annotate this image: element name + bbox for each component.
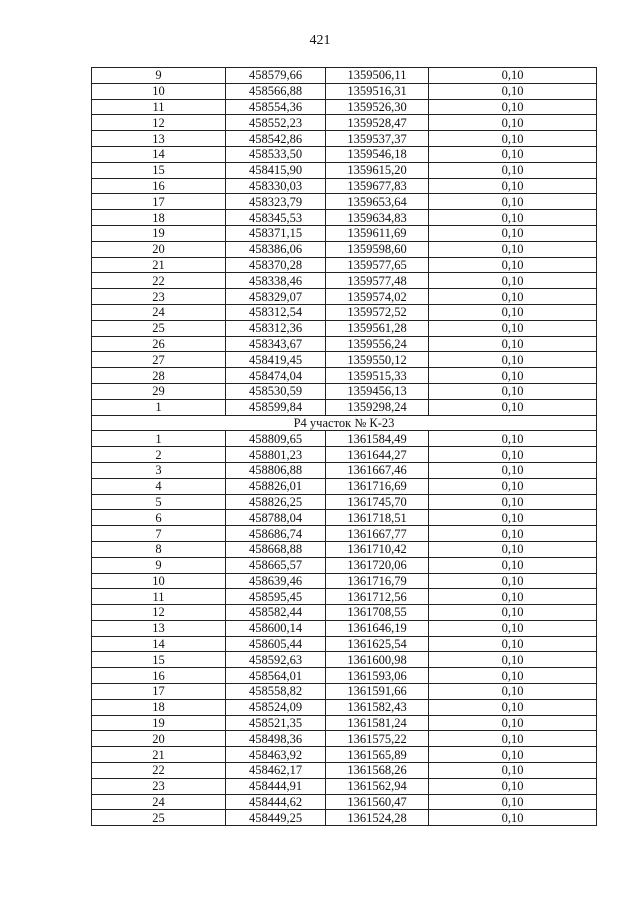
table-row — [92, 652, 597, 668]
error-cell: 0,10 — [429, 115, 597, 131]
y-coordinate-cell: 1361560,47 — [326, 794, 429, 810]
point-number-cell: 21 — [92, 747, 226, 763]
y-coordinate-cell: 1359574,02 — [326, 289, 429, 305]
error-cell: 0,10 — [429, 478, 597, 494]
x-coordinate-cell: 458554,36 — [226, 99, 326, 115]
x-coordinate-cell: 458552,23 — [226, 115, 326, 131]
y-coordinate-cell: 1359298,24 — [326, 399, 429, 415]
x-coordinate-cell: 458542,86 — [226, 131, 326, 147]
x-coordinate-cell: 458686,74 — [226, 526, 326, 542]
table-row — [92, 557, 597, 573]
point-number-cell: 9 — [92, 557, 226, 573]
x-coordinate-cell: 458444,91 — [226, 778, 326, 794]
x-coordinate-cell: 458599,84 — [226, 399, 326, 415]
point-number-cell: 3 — [92, 462, 226, 478]
table-row — [92, 447, 597, 463]
point-number-cell: 9 — [92, 68, 226, 84]
point-number-cell: 25 — [92, 320, 226, 336]
error-cell: 0,10 — [429, 589, 597, 605]
y-coordinate-cell: 1361718,51 — [326, 510, 429, 526]
table-row — [92, 747, 597, 763]
point-number-cell: 19 — [92, 715, 226, 731]
point-number-cell: 10 — [92, 573, 226, 589]
x-coordinate-cell: 458370,28 — [226, 257, 326, 273]
table-row — [92, 257, 597, 273]
x-coordinate-cell: 458444,62 — [226, 794, 326, 810]
table-row — [92, 620, 597, 636]
x-coordinate-cell: 458345,53 — [226, 210, 326, 226]
error-cell: 0,10 — [429, 431, 597, 447]
page-number: 421 — [309, 33, 331, 48]
y-coordinate-cell: 1361720,06 — [326, 557, 429, 573]
point-number-cell: 17 — [92, 194, 226, 210]
y-coordinate-cell: 1361575,22 — [326, 731, 429, 747]
table-row — [92, 146, 597, 162]
table-row — [92, 336, 597, 352]
error-cell: 0,10 — [429, 368, 597, 384]
y-coordinate-cell: 1361644,27 — [326, 447, 429, 463]
table-row — [92, 194, 597, 210]
point-number-cell: 20 — [92, 731, 226, 747]
error-cell: 0,10 — [429, 83, 597, 99]
point-number-cell: 24 — [92, 304, 226, 320]
x-coordinate-cell: 458533,50 — [226, 146, 326, 162]
section-title: Р4 участок № К-23 — [92, 415, 597, 431]
y-coordinate-cell: 1361625,54 — [326, 636, 429, 652]
error-cell: 0,10 — [429, 573, 597, 589]
x-coordinate-cell: 458595,45 — [226, 589, 326, 605]
table-row — [92, 541, 597, 557]
x-coordinate-cell: 458592,63 — [226, 652, 326, 668]
section-header-row — [92, 415, 597, 431]
point-number-cell: 2 — [92, 447, 226, 463]
error-cell: 0,10 — [429, 336, 597, 352]
point-number-cell: 27 — [92, 352, 226, 368]
error-cell: 0,10 — [429, 526, 597, 542]
y-coordinate-cell: 1359577,65 — [326, 257, 429, 273]
x-coordinate-cell: 458809,65 — [226, 431, 326, 447]
table-row — [92, 778, 597, 794]
error-cell: 0,10 — [429, 257, 597, 273]
table-row — [92, 462, 597, 478]
error-cell: 0,10 — [429, 178, 597, 194]
y-coordinate-cell: 1361584,49 — [326, 431, 429, 447]
error-cell: 0,10 — [429, 99, 597, 115]
error-cell: 0,10 — [429, 541, 597, 557]
error-cell: 0,10 — [429, 715, 597, 731]
table-row — [92, 304, 597, 320]
x-coordinate-cell: 458521,35 — [226, 715, 326, 731]
error-cell: 0,10 — [429, 131, 597, 147]
error-cell: 0,10 — [429, 146, 597, 162]
y-coordinate-cell: 1359615,20 — [326, 162, 429, 178]
y-coordinate-cell: 1361593,06 — [326, 668, 429, 684]
x-coordinate-cell: 458826,01 — [226, 478, 326, 494]
table-row — [92, 320, 597, 336]
point-number-cell: 25 — [92, 810, 226, 826]
table-row — [92, 399, 597, 415]
table-row — [92, 99, 597, 115]
point-number-cell: 14 — [92, 636, 226, 652]
point-number-cell: 11 — [92, 99, 226, 115]
x-coordinate-cell: 458312,36 — [226, 320, 326, 336]
point-number-cell: 10 — [92, 83, 226, 99]
point-number-cell: 24 — [92, 794, 226, 810]
y-coordinate-cell: 1359550,12 — [326, 352, 429, 368]
point-number-cell: 22 — [92, 763, 226, 779]
y-coordinate-cell: 1359572,52 — [326, 304, 429, 320]
table-row — [92, 225, 597, 241]
x-coordinate-cell: 458463,92 — [226, 747, 326, 763]
x-coordinate-cell: 458449,25 — [226, 810, 326, 826]
table-row — [92, 241, 597, 257]
y-coordinate-cell: 1359456,13 — [326, 383, 429, 399]
y-coordinate-cell: 1361716,79 — [326, 573, 429, 589]
y-coordinate-cell: 1361582,43 — [326, 699, 429, 715]
coordinates-table — [91, 67, 597, 826]
point-number-cell: 8 — [92, 541, 226, 557]
error-cell: 0,10 — [429, 273, 597, 289]
table-row — [92, 431, 597, 447]
x-coordinate-cell: 458330,03 — [226, 178, 326, 194]
table-row — [92, 383, 597, 399]
error-cell: 0,10 — [429, 731, 597, 747]
y-coordinate-cell: 1361565,89 — [326, 747, 429, 763]
point-number-cell: 18 — [92, 699, 226, 715]
y-coordinate-cell: 1359598,60 — [326, 241, 429, 257]
point-number-cell: 12 — [92, 605, 226, 621]
table-row — [92, 162, 597, 178]
x-coordinate-cell: 458415,90 — [226, 162, 326, 178]
y-coordinate-cell: 1359577,48 — [326, 273, 429, 289]
error-cell: 0,10 — [429, 68, 597, 84]
y-coordinate-cell: 1361708,55 — [326, 605, 429, 621]
table-row — [92, 478, 597, 494]
error-cell: 0,10 — [429, 447, 597, 463]
error-cell: 0,10 — [429, 399, 597, 415]
x-coordinate-cell: 458312,54 — [226, 304, 326, 320]
table-row — [92, 684, 597, 700]
y-coordinate-cell: 1359516,31 — [326, 83, 429, 99]
y-coordinate-cell: 1359506,11 — [326, 68, 429, 84]
point-number-cell: 23 — [92, 778, 226, 794]
y-coordinate-cell: 1359537,37 — [326, 131, 429, 147]
point-number-cell: 15 — [92, 652, 226, 668]
table-row — [92, 510, 597, 526]
y-coordinate-cell: 1359556,24 — [326, 336, 429, 352]
error-cell: 0,10 — [429, 241, 597, 257]
table-row — [92, 668, 597, 684]
point-number-cell: 16 — [92, 178, 226, 194]
point-number-cell: 6 — [92, 510, 226, 526]
point-number-cell: 11 — [92, 589, 226, 605]
y-coordinate-cell: 1359528,47 — [326, 115, 429, 131]
table-row — [92, 589, 597, 605]
point-number-cell: 29 — [92, 383, 226, 399]
error-cell: 0,10 — [429, 747, 597, 763]
error-cell: 0,10 — [429, 684, 597, 700]
table-row — [92, 131, 597, 147]
x-coordinate-cell: 458474,04 — [226, 368, 326, 384]
error-cell: 0,10 — [429, 652, 597, 668]
x-coordinate-cell: 458566,88 — [226, 83, 326, 99]
table-row — [92, 352, 597, 368]
x-coordinate-cell: 458788,04 — [226, 510, 326, 526]
table-row — [92, 273, 597, 289]
point-number-cell: 17 — [92, 684, 226, 700]
y-coordinate-cell: 1359561,28 — [326, 320, 429, 336]
x-coordinate-cell: 458605,44 — [226, 636, 326, 652]
error-cell: 0,10 — [429, 225, 597, 241]
point-number-cell: 12 — [92, 115, 226, 131]
y-coordinate-cell: 1359526,30 — [326, 99, 429, 115]
y-coordinate-cell: 1359515,33 — [326, 368, 429, 384]
error-cell: 0,10 — [429, 794, 597, 810]
point-number-cell: 21 — [92, 257, 226, 273]
x-coordinate-cell: 458338,46 — [226, 273, 326, 289]
point-number-cell: 13 — [92, 131, 226, 147]
point-number-cell: 20 — [92, 241, 226, 257]
y-coordinate-cell: 1361667,46 — [326, 462, 429, 478]
x-coordinate-cell: 458462,17 — [226, 763, 326, 779]
y-coordinate-cell: 1361568,26 — [326, 763, 429, 779]
x-coordinate-cell: 458371,15 — [226, 225, 326, 241]
table-row — [92, 178, 597, 194]
y-coordinate-cell: 1359634,83 — [326, 210, 429, 226]
error-cell: 0,10 — [429, 699, 597, 715]
error-cell: 0,10 — [429, 810, 597, 826]
point-number-cell: 16 — [92, 668, 226, 684]
error-cell: 0,10 — [429, 605, 597, 621]
table-row — [92, 210, 597, 226]
x-coordinate-cell: 458564,01 — [226, 668, 326, 684]
point-number-cell: 26 — [92, 336, 226, 352]
y-coordinate-cell: 1359653,64 — [326, 194, 429, 210]
point-number-cell: 23 — [92, 289, 226, 305]
table-row — [92, 368, 597, 384]
x-coordinate-cell: 458806,88 — [226, 462, 326, 478]
error-cell: 0,10 — [429, 194, 597, 210]
y-coordinate-cell: 1361667,77 — [326, 526, 429, 542]
point-number-cell: 7 — [92, 526, 226, 542]
point-number-cell: 19 — [92, 225, 226, 241]
x-coordinate-cell: 458826,25 — [226, 494, 326, 510]
error-cell: 0,10 — [429, 320, 597, 336]
point-number-cell: 28 — [92, 368, 226, 384]
error-cell: 0,10 — [429, 352, 597, 368]
table-row — [92, 731, 597, 747]
table-row — [92, 636, 597, 652]
point-number-cell: 15 — [92, 162, 226, 178]
error-cell: 0,10 — [429, 620, 597, 636]
error-cell: 0,10 — [429, 778, 597, 794]
error-cell: 0,10 — [429, 462, 597, 478]
table-row — [92, 494, 597, 510]
x-coordinate-cell: 458665,57 — [226, 557, 326, 573]
error-cell: 0,10 — [429, 383, 597, 399]
point-number-cell: 5 — [92, 494, 226, 510]
table-row — [92, 68, 597, 84]
table-row — [92, 115, 597, 131]
x-coordinate-cell: 458386,06 — [226, 241, 326, 257]
y-coordinate-cell: 1359546,18 — [326, 146, 429, 162]
y-coordinate-cell: 1361710,42 — [326, 541, 429, 557]
point-number-cell: 4 — [92, 478, 226, 494]
error-cell: 0,10 — [429, 510, 597, 526]
point-number-cell: 13 — [92, 620, 226, 636]
error-cell: 0,10 — [429, 557, 597, 573]
error-cell: 0,10 — [429, 763, 597, 779]
point-number-cell: 18 — [92, 210, 226, 226]
error-cell: 0,10 — [429, 210, 597, 226]
table-row — [92, 715, 597, 731]
x-coordinate-cell: 458498,36 — [226, 731, 326, 747]
table-row — [92, 289, 597, 305]
y-coordinate-cell: 1359677,83 — [326, 178, 429, 194]
x-coordinate-cell: 458639,46 — [226, 573, 326, 589]
y-coordinate-cell: 1359611,69 — [326, 225, 429, 241]
x-coordinate-cell: 458329,07 — [226, 289, 326, 305]
x-coordinate-cell: 458419,45 — [226, 352, 326, 368]
point-number-cell: 1 — [92, 431, 226, 447]
y-coordinate-cell: 1361600,98 — [326, 652, 429, 668]
y-coordinate-cell: 1361646,19 — [326, 620, 429, 636]
point-number-cell: 1 — [92, 399, 226, 415]
error-cell: 0,10 — [429, 162, 597, 178]
point-number-cell: 14 — [92, 146, 226, 162]
y-coordinate-cell: 1361716,69 — [326, 478, 429, 494]
error-cell: 0,10 — [429, 494, 597, 510]
y-coordinate-cell: 1361745,70 — [326, 494, 429, 510]
error-cell: 0,10 — [429, 289, 597, 305]
error-cell: 0,10 — [429, 668, 597, 684]
table-row — [92, 526, 597, 542]
x-coordinate-cell: 458579,66 — [226, 68, 326, 84]
table-row — [92, 794, 597, 810]
y-coordinate-cell: 1361712,56 — [326, 589, 429, 605]
point-number-cell: 22 — [92, 273, 226, 289]
y-coordinate-cell: 1361524,28 — [326, 810, 429, 826]
table-row — [92, 810, 597, 826]
x-coordinate-cell: 458600,14 — [226, 620, 326, 636]
table-row — [92, 763, 597, 779]
error-cell: 0,10 — [429, 304, 597, 320]
y-coordinate-cell: 1361562,94 — [326, 778, 429, 794]
y-coordinate-cell: 1361591,66 — [326, 684, 429, 700]
x-coordinate-cell: 458801,23 — [226, 447, 326, 463]
x-coordinate-cell: 458343,67 — [226, 336, 326, 352]
x-coordinate-cell: 458323,79 — [226, 194, 326, 210]
x-coordinate-cell: 458524,09 — [226, 699, 326, 715]
table-row — [92, 605, 597, 621]
x-coordinate-cell: 458558,82 — [226, 684, 326, 700]
error-cell: 0,10 — [429, 636, 597, 652]
table-row — [92, 83, 597, 99]
y-coordinate-cell: 1361581,24 — [326, 715, 429, 731]
table-row — [92, 699, 597, 715]
x-coordinate-cell: 458582,44 — [226, 605, 326, 621]
table-row — [92, 573, 597, 589]
x-coordinate-cell: 458530,59 — [226, 383, 326, 399]
x-coordinate-cell: 458668,88 — [226, 541, 326, 557]
